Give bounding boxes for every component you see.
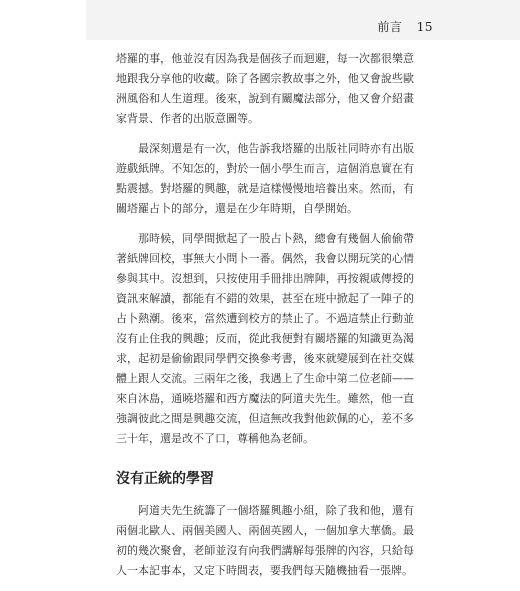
page-body — [116, 49, 414, 591]
paragraph: 阿道夫先生統籌了一個塔羅興趣小組，除了我和他，還有兩個北歐人、兩個美國人、兩個英國人，一個加拿大華僑。最初的幾次聚會，老師並沒有向我們講解每張牌的內容，只給每人一本記事本，又定下時間表，要我們每天隨機抽看一張牌。 — [116, 504, 414, 577]
paragraph: 最深刻還是有一次，他告訴我塔羅的出版社同時亦有出版遊戲紙牌。不知怎的，對於一個小學生而言，這個消息實在有點震撼。對塔羅的興趣，就是這樣慢慢地培養出來。然而，有關塔羅占卜的部分，還是在少年時期，自學開始。 — [116, 142, 414, 215]
page-number: 15 — [416, 20, 433, 34]
paragraph: 那時候，同學間掀起了一股占卜熱，總會有幾個人偷偷帶著紙牌回校，事無大小問卜一番。偶然，我會以開玩笑的心情參與其中。沒想到，只按使用手冊排出牌陣，再按親戚傳授的資訊來解讀，都能有不錯的效果，甚至在班中掀起了一陣子的占卜熱潮。後來，當然遭到校方的禁止了。不過這禁止行動並沒有止住我的興趣；反而，從此我便對有關塔羅的知識更為渴求，起初是偷偷跟同學們交換參考書，後來就變展到在社交媒體上跟人交流。三兩年之後，我遇上了生命中第二位老師——來自沐島，通曉塔羅和西方魔法的阿道夫先生。雖然，他一直強調彼此之間是興趣交流，但這無改我對他欽佩的心，差不多三十年，還是改不了口，尊稱他為老師。 — [116, 232, 414, 445]
running-header — [377, 18, 433, 35]
chapter-title: 前言 — [377, 20, 403, 34]
running-header-band — [86, 0, 520, 40]
paragraph: 塔羅的事，他並沒有因為我是個孩子而迴避，每一次都很樂意地跟我分享他的收藏。除了各國宗教故事之外，他又會說些歐洲風俗和人生道理。後來，說到有關魔法部分，他又會介紹畫家背景、作者的出版意圖等。 — [116, 52, 414, 125]
section-heading: 沒有正統的學習 — [116, 471, 214, 487]
